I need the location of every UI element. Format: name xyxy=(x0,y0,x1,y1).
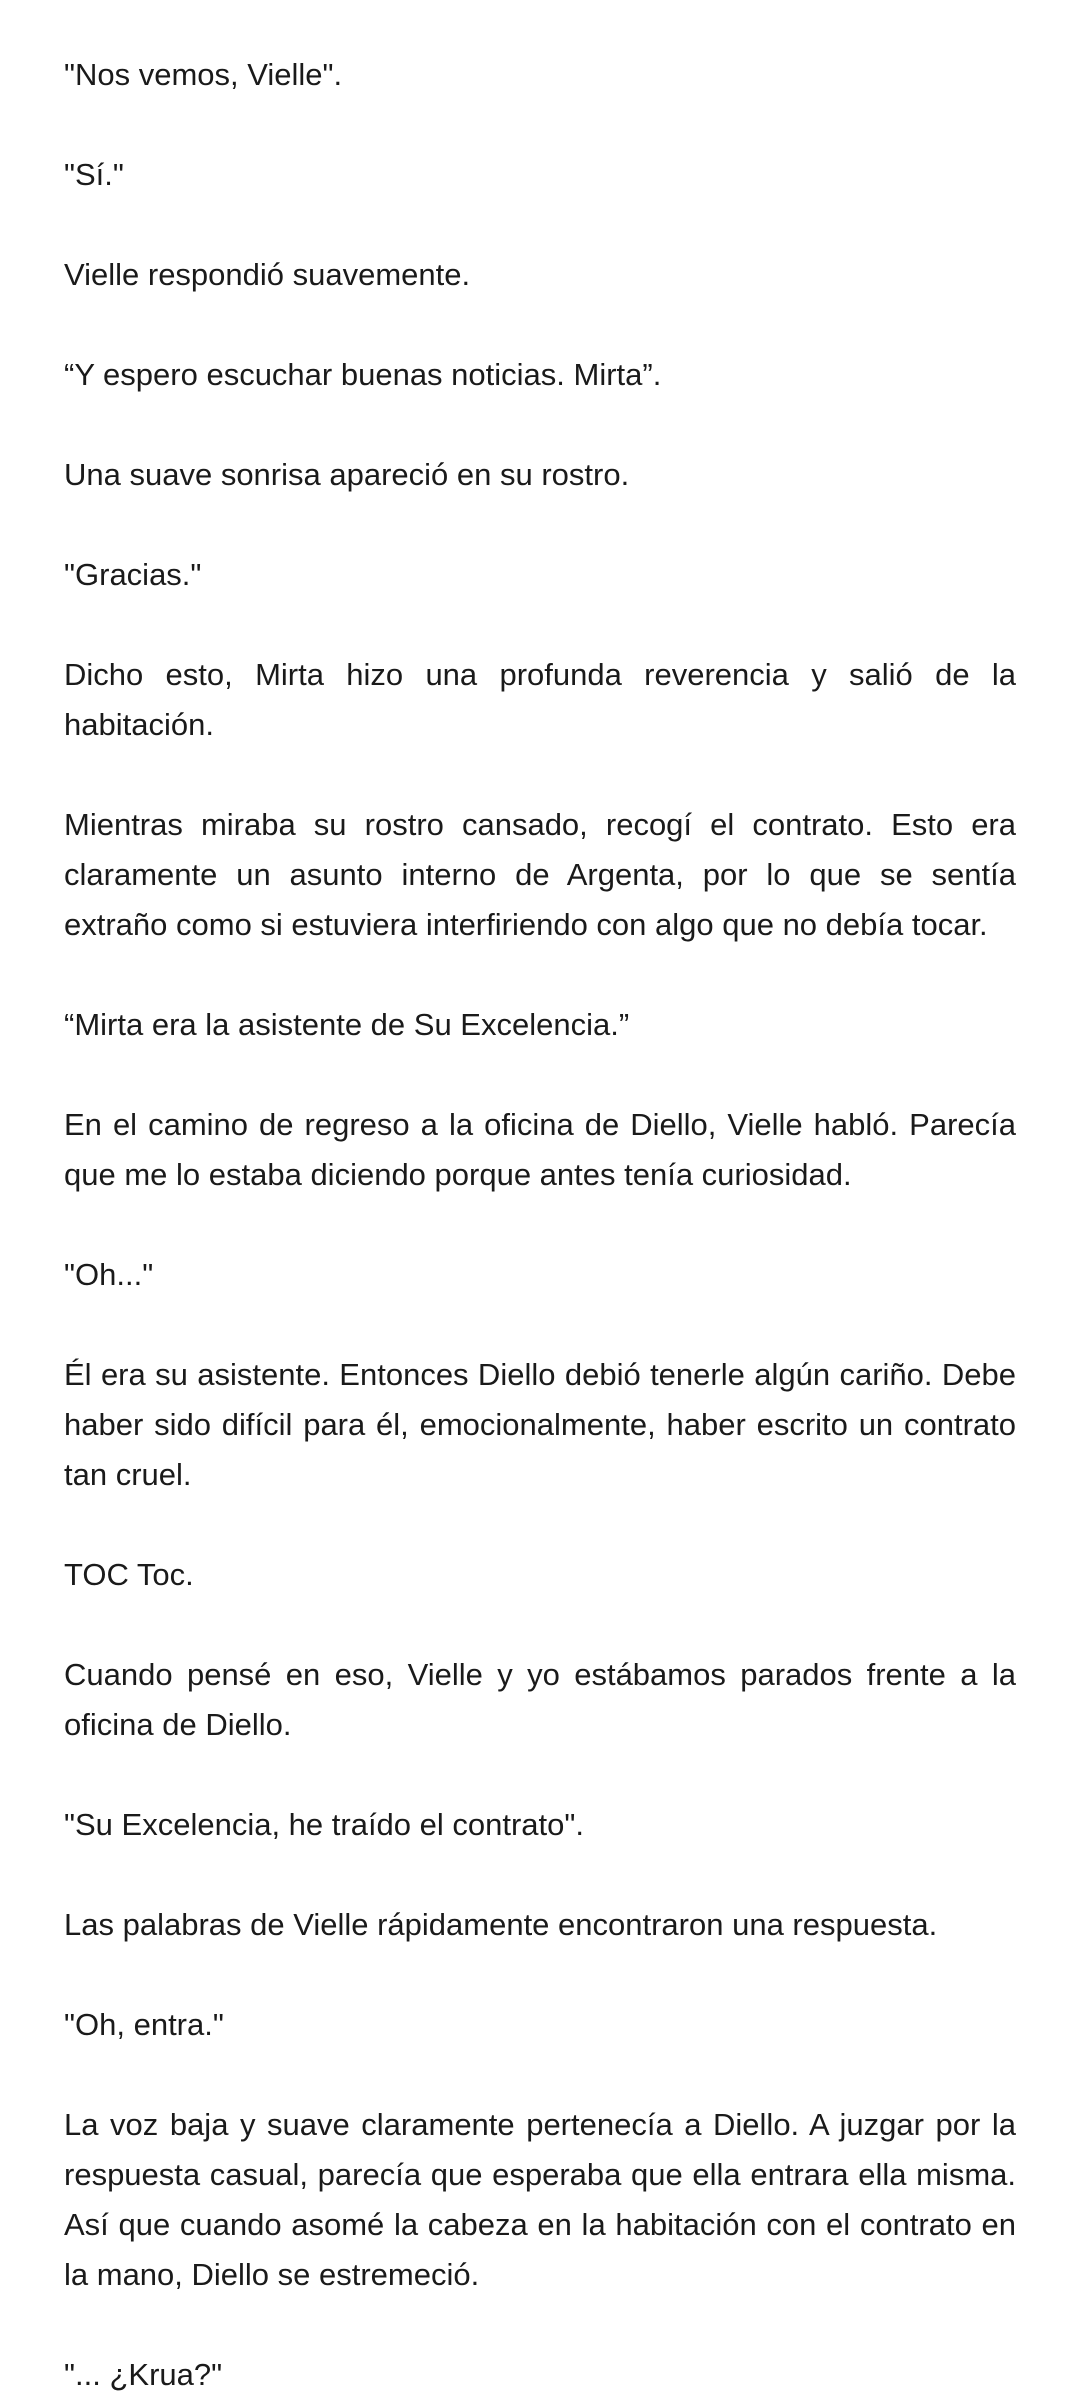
paragraph-19: "... ¿Krua?" xyxy=(64,2357,223,2392)
paragraph-18: La voz baja y suave claramente pertenecía a Diello. A juzgar por la respuesta casual, parecía que esperaba que ella entrara ella misma. Así que cuando asomé la cabeza en la habitación con el contrato en la mano, Diello se estremeció. xyxy=(64,2107,1016,2292)
paragraph-7: Dicho esto, Mirta hizo una profunda reverencia y salió de la habitación. xyxy=(64,657,1016,742)
paragraph-3: Vielle respondió suavemente. xyxy=(64,257,471,292)
paragraph-17: "Oh, entra." xyxy=(64,2007,224,2042)
paragraph-16: Las palabras de Vielle rápidamente encontraron una respuesta. xyxy=(64,1907,938,1942)
paragraph-13: TOC Toc. xyxy=(64,1557,194,1592)
paragraph-4: “Y espero escuchar buenas noticias. Mirta”. xyxy=(64,357,662,392)
paragraph-10: En el camino de regreso a la oficina de Diello, Vielle habló. Parecía que me lo estaba diciendo porque antes tenía curiosidad. xyxy=(64,1107,1016,1192)
paragraph-5: Una suave sonrisa apareció en su rostro. xyxy=(64,457,630,492)
paragraph-12: Él era su asistente. Entonces Diello debió tenerle algún cariño. Debe haber sido difícil para él, emocionalmente, haber escrito un contrato tan cruel. xyxy=(64,1357,1016,1492)
paragraph-14: Cuando pensé en eso, Vielle y yo estábamos parados frente a la oficina de Diello. xyxy=(64,1657,1016,1742)
paragraph-8: Mientras miraba su rostro cansado, recogí el contrato. Esto era claramente un asunto interno de Argenta, por lo que se sentía extraño como si estuviera interfiriendo con algo que no debía tocar. xyxy=(64,807,1016,942)
paragraph-2: "Sí." xyxy=(64,157,124,192)
paragraph-1: "Nos vemos, Vielle". xyxy=(64,57,343,92)
paragraph-6: "Gracias." xyxy=(64,557,202,592)
paragraph-15: "Su Excelencia, he traído el contrato". xyxy=(64,1807,585,1842)
paragraph-9: “Mirta era la asistente de Su Excelencia.” xyxy=(64,1007,630,1042)
paragraph-11: "Oh..." xyxy=(64,1257,154,1292)
